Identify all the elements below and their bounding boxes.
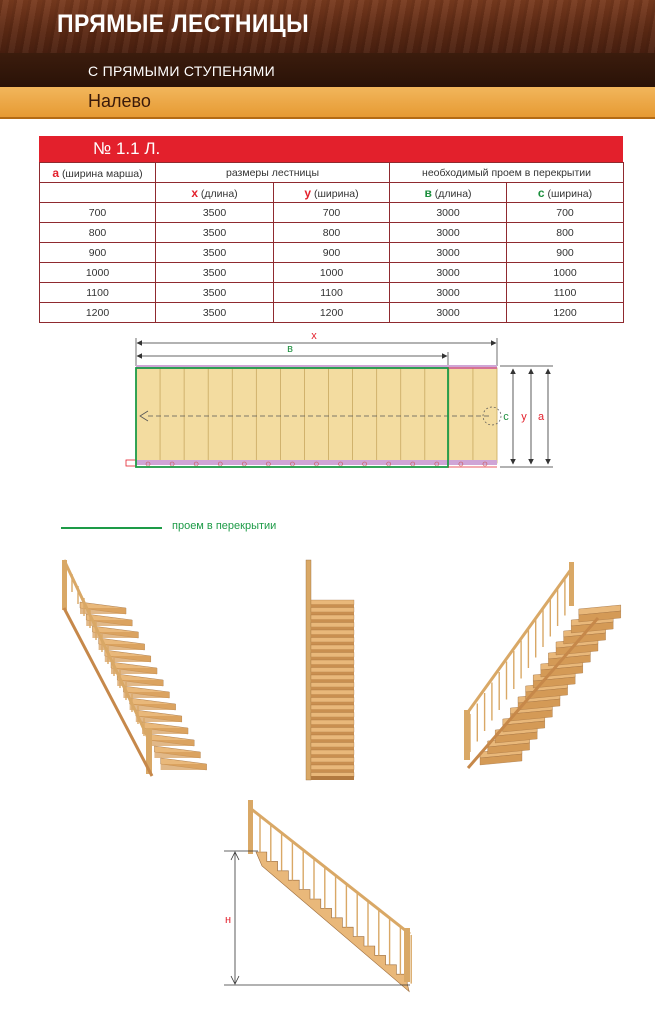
stair-riser — [311, 710, 354, 713]
table-cell: 3500 — [156, 243, 274, 263]
stair-tread — [311, 638, 354, 643]
table-cell: 1000 — [40, 263, 156, 283]
stair-riser — [311, 770, 354, 773]
stair-tread — [311, 630, 354, 635]
header-b: в (длина) — [390, 183, 507, 203]
table-cell: 3000 — [390, 243, 507, 263]
header-x: х (длина) — [156, 183, 274, 203]
label-h: н — [224, 914, 232, 926]
stair-riser — [311, 620, 354, 623]
table-cell: 1000 — [274, 263, 390, 283]
stair-tread — [311, 735, 354, 740]
header-sizes: размеры лестницы — [156, 163, 390, 183]
newel-post — [62, 560, 67, 610]
newel-post — [569, 562, 574, 606]
table-cell: 1100 — [274, 283, 390, 303]
label-x: х — [311, 330, 317, 342]
newel-post — [248, 800, 253, 854]
stair-riser — [311, 605, 354, 608]
stair-riser — [311, 702, 354, 705]
stair-riser — [311, 635, 354, 638]
label-a: а — [537, 411, 545, 423]
table-cell: 1200 — [507, 303, 624, 323]
stair-tread — [311, 615, 354, 620]
stair-riser — [148, 740, 194, 746]
table-cell: 800 — [274, 223, 390, 243]
newel-post — [464, 710, 470, 760]
table-cell: 700 — [40, 203, 156, 223]
stair-riser — [311, 762, 354, 765]
header-a: а (ширина марша) — [40, 163, 156, 183]
newel-post — [404, 928, 410, 982]
table-cell: 3000 — [390, 263, 507, 283]
header-c: с (ширина) — [507, 183, 624, 203]
table-cell: 700 — [507, 203, 624, 223]
table-cell: 3000 — [390, 223, 507, 243]
table-cell: 1200 — [40, 303, 156, 323]
stair-tread — [311, 728, 354, 733]
stair-tread — [311, 660, 354, 665]
label-b: в — [287, 343, 293, 355]
direction-label: Налево — [88, 91, 151, 111]
page-title: ПРЯМЫЕ ЛЕСТНИЦЫ — [57, 10, 310, 38]
header-y: у (ширина) — [274, 183, 390, 203]
label-c: с — [503, 411, 509, 423]
table-cell: 3500 — [156, 223, 274, 243]
stair-riser — [311, 650, 354, 653]
table-cell: 1100 — [507, 283, 624, 303]
header-opening: необходимый проем в перекрытии — [390, 163, 624, 183]
stair-tread — [311, 698, 354, 703]
stair-riser — [311, 695, 354, 698]
table-cell: 3000 — [390, 203, 507, 223]
stair-riser — [311, 747, 354, 750]
stringer — [468, 618, 598, 768]
table-cell: 900 — [274, 243, 390, 263]
table-cell: 900 — [40, 243, 156, 263]
table-cell: 3500 — [156, 303, 274, 323]
stair-view-left — [62, 560, 207, 776]
stair-tread — [311, 675, 354, 680]
stair-riser — [311, 657, 354, 660]
table-cell: 3500 — [156, 263, 274, 283]
stair-riser — [136, 716, 182, 722]
stair-tread — [311, 758, 354, 763]
table-cell: 1000 — [507, 263, 624, 283]
stair-tread — [311, 645, 354, 650]
table-cell: 1200 — [274, 303, 390, 323]
stair-riser — [311, 740, 354, 743]
stair-riser — [311, 627, 354, 630]
page-subtitle: С ПРЯМЫМИ СТУПЕНЯМИ — [88, 63, 276, 79]
stair-riser — [311, 755, 354, 758]
stair-tread — [311, 713, 354, 718]
opening-legend-text: проем в перекрытии — [172, 520, 277, 532]
stair-riser — [311, 642, 354, 645]
stair-view-right — [464, 562, 621, 768]
stair-riser — [130, 704, 176, 710]
stringer — [311, 776, 354, 780]
stair-riser — [311, 687, 354, 690]
table-cell: 3500 — [156, 283, 274, 303]
stair-tread — [311, 765, 354, 770]
stair-view-side — [248, 800, 411, 992]
label-y: у — [521, 411, 527, 423]
stair-tread — [311, 705, 354, 710]
stair-tread — [311, 743, 354, 748]
table-cell: 3500 — [156, 203, 274, 223]
table-cell: 3000 — [390, 283, 507, 303]
stair-riser — [311, 665, 354, 668]
stair-riser — [311, 680, 354, 683]
table-cell: 800 — [40, 223, 156, 243]
stair-riser — [311, 717, 354, 720]
stair-riser — [154, 752, 200, 758]
stair-riser — [311, 612, 354, 615]
table-cell: 700 — [274, 203, 390, 223]
stair-riser — [311, 672, 354, 675]
table-cell: 900 — [507, 243, 624, 263]
table-cell: 3000 — [390, 303, 507, 323]
table-cell: 1100 — [40, 283, 156, 303]
stair-tread — [311, 653, 354, 658]
table-title: № 1.1 Л. — [39, 136, 623, 162]
stair-riser — [311, 732, 354, 735]
stair-riser — [311, 725, 354, 728]
newel-post — [306, 560, 311, 780]
stair-tread — [311, 668, 354, 673]
table-cell: 800 — [507, 223, 624, 243]
stair-tread — [311, 600, 354, 605]
stair-tread — [311, 720, 354, 725]
stair-tread — [311, 683, 354, 688]
stair-view-front — [306, 560, 354, 780]
stair-tread — [311, 608, 354, 613]
stair-tread — [311, 750, 354, 755]
handrail — [64, 560, 150, 742]
stair-tread — [311, 690, 354, 695]
stair-riser — [161, 764, 207, 770]
stair-tread — [311, 623, 354, 628]
